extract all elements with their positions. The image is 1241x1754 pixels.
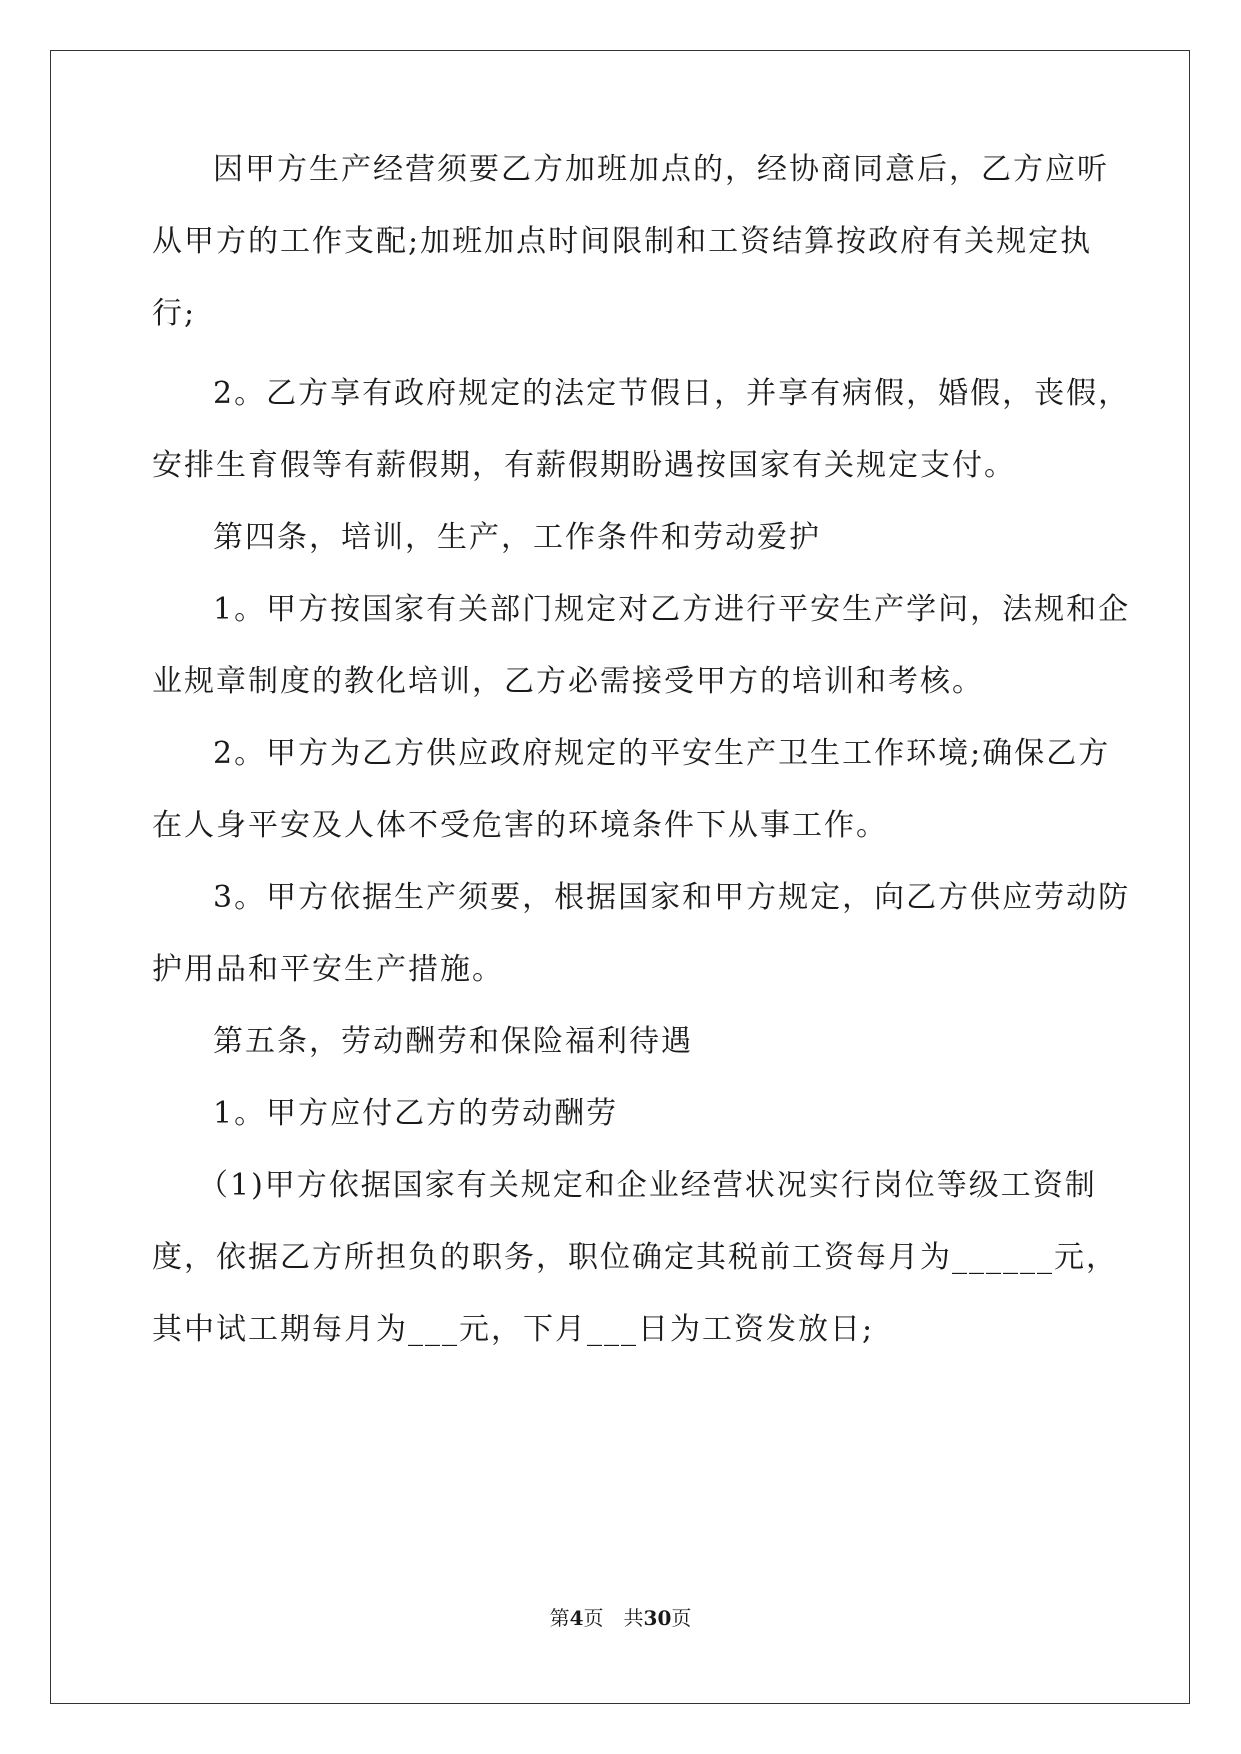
section-heading: 第五条，劳动酬劳和保险福利待遇 [213, 1024, 693, 1059]
text-line: 护用品和平安生产措施。 [152, 952, 504, 987]
text-line: （1)甲方依据国家有关规定和企业经营状况实行岗位等级工资制 [198, 1168, 1097, 1203]
text-line: 度，依据乙方所担负的职务，职位确定其税前工资每月为______元， [152, 1240, 1118, 1275]
section-heading: 第四条，培训，生产，工作条件和劳动爱护 [213, 520, 821, 555]
text-line: 因甲方生产经营须要乙方加班加点的，经协商同意后，乙方应听 [213, 152, 1109, 187]
text-line: 2。甲方为乙方供应政府规定的平安生产卫生工作环境;确保乙方 [213, 736, 1111, 771]
text-line: 其中试工期每月为___元，下月___日为工资发放日; [152, 1312, 875, 1347]
footer-middle: 页 共 [583, 1606, 644, 1630]
text-line: 1。甲方按国家有关部门规定对乙方进行平安生产学问，法规和企 [213, 592, 1131, 627]
footer-suffix: 页 [671, 1606, 692, 1630]
total-pages-number: 30 [643, 1606, 672, 1630]
page-footer [0, 1604, 1241, 1632]
page-border [50, 50, 1190, 1704]
current-page-number: 4 [569, 1606, 584, 1630]
text-line: 业规章制度的教化培训，乙方必需接受甲方的培训和考核。 [152, 664, 984, 699]
text-line: 在人身平安及人体不受危害的环境条件下从事工作。 [152, 808, 888, 843]
text-line: 行; [152, 296, 197, 331]
text-line: 3。甲方依据生产须要，根据国家和甲方规定，向乙方供应劳动防 [213, 880, 1131, 915]
footer-prefix: 第 [549, 1606, 570, 1630]
text-line: 2。乙方享有政府规定的法定节假日，并享有病假，婚假，丧假， [213, 376, 1131, 411]
text-line: 从甲方的工作支配;加班加点时间限制和工资结算按政府有关规定执 [152, 224, 1093, 259]
text-line: 安排生育假等有薪假期，有薪假期盼遇按国家有关规定支付。 [152, 448, 1016, 483]
text-line: 1。甲方应付乙方的劳动酬劳 [213, 1096, 619, 1131]
